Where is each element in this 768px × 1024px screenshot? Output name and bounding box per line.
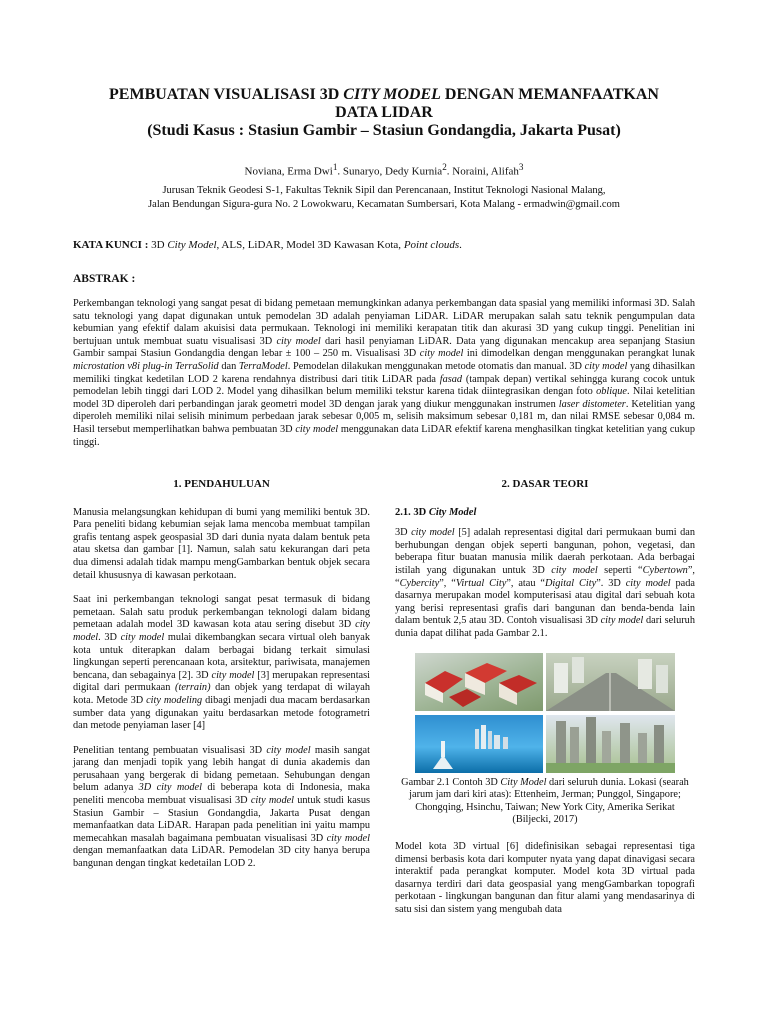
para-italic: city modeling [146, 694, 203, 706]
figure-image-chongqing [546, 715, 675, 773]
keywords-label: KATA KUNCI : [73, 239, 149, 251]
abstract-italic: city model [295, 423, 339, 435]
para-italic: city model [600, 615, 644, 627]
abstract-italic: city model [276, 335, 321, 347]
title-line1-italic: CITY MODEL [343, 86, 441, 103]
para-text: pada dasarnya merupakan model komputerisasi atau digital dari sebuah kota yang berisi representasi grafis dari bangunan dan benda-benda lain dalam bentuk 2,5 atau 3D. Contoh visualisasi 3D [395, 577, 695, 627]
affiliation-line2: Jalan Bendungan Sigura-gura No. 2 Lowokwaru, Kecamatan Sumbersari, Kota Malang - ermadwin@gmail.com [148, 199, 620, 210]
abstract-text: dan [218, 360, 239, 372]
subsection-number: 2.1. 3D [395, 506, 429, 518]
abstract-italic: fasad [439, 373, 463, 385]
para-text: dibagi menjadi dua macam berdasarkan sumber data yang digunakan yaitu berdasarkan metode fotogrametri dan metode penyiaman laser [4] [73, 694, 370, 732]
abstract-italic: city model [584, 360, 628, 372]
abstract-italic: laser distometer [558, 398, 626, 410]
keywords [73, 238, 695, 252]
column-right [395, 478, 695, 928]
figure-image-ettenheim [415, 653, 543, 711]
para-text: [3] merupakan representasi digital dari permukaan [73, 669, 370, 694]
section-heading-pendahuluan: 1. PENDAHULUAN [173, 478, 270, 490]
keywords-italic: Point clouds [403, 239, 460, 251]
para-text: dari seluruh dunia dapat dilihat pada Gambar 2.1. [395, 615, 695, 639]
para-text: dengan memanfaatkan data LiDAR. Pemodelan 3D city hanya berupa bangunan dengan tingkat kedetailan LOD 2. [73, 845, 370, 870]
author-1-sup: 1 [332, 162, 338, 172]
para-italic: city model [250, 795, 295, 807]
figure-caption [395, 777, 695, 827]
abstract-heading: ABSTRAK : [73, 273, 136, 285]
para-text: masih sangat jarang dan menjadi topik yang lebih hangat di dunia akademis dan perusahaan yang bergerak di bidang pemetaan. Sehubungan dengan belum adanya [73, 744, 370, 794]
abstract-italic: city model [419, 348, 464, 360]
title-line1-post: DENGAN MEMANFAATKAN [440, 86, 659, 103]
figure-image-punggol [546, 653, 675, 711]
keywords-text: 3D [148, 239, 168, 251]
para-text: [5] adalah representasi digital dari permukaan bumi dan berhubungan dengan objek seperti bangunan, pohon, vegetasi, dan beberapa fitur buatan manusia milik daerah perkotaan. Ada berbagai istilah yang digunakan untuk 3D [395, 527, 695, 576]
abstract-text: (tampak depan) vertikal sehingga kurang cocok untuk pemodelan lebih tinggi dari LOD 2. Model yang dihasilkan belum memiliki tekstur karena tidak diintegrasikan dengan foto [73, 373, 695, 398]
abstract-text: Perkembangan teknologi yang sangat pesat di bidang pemetaan memungkinkan adanya perkembangan data spasial yang memiliki informasi 3D. Salah satu teknologi yang dapat digunakan untuk pemodelan 3D adalah penyiaman LiDAR. LiDAR merupakan salah satu teknik pengumpulan data kebumian yang efektif dalam akuisisi data permukaan. Teknologi ini memiliki kerapatan titik dan akurasi 3D yang cukup tinggi. Penelitian ini bertujuan untuk membuat suatu visualisasi 3D [73, 298, 695, 347]
abstract-text: dari hasil penyiaman LiDAR. Data yang digunakan mencakup area sepanjang Stasiun Gambir sampai Stasiun Gondangdia dengan lebar ± 100 – 250 m. Visualisasi 3D [73, 335, 695, 360]
paragraph: Manusia melangsungkan kehidupan di bumi yang memiliki bentuk 3D. Para peneliti bidang kebumian sejak lama mencoba membuat tampilan grafis tentang aspek geospasial 3D dari dunia nyata dalam bentuk peta atau sketsa dan gambar [1]. Namun, salah satu kekurangan dari peta dua dimensi adalah tidak mampu mengGambarkan bentuk objek secara detail khususnya di kawasan perkotaan. [73, 506, 370, 581]
keywords-italic: City Model [167, 239, 217, 251]
para-italic: Virtual City [455, 577, 507, 589]
para-text: ”, atau “ [506, 577, 545, 589]
para-text: Saat ini perkembangan teknologi sangat pesat termasuk di bidang pemetaan. Salah satu produk perkembangan teknologi dalam bidang pemetaan adalah model 3D kawasan kota atau sering disebut 3D [73, 594, 370, 631]
author-2-sup: 2 [442, 162, 447, 172]
affiliation [60, 184, 708, 212]
para-text: seperti “ [597, 564, 643, 576]
para-italic: Digital City [544, 577, 597, 589]
abstract-text: . Pemodelan dilakukan menggunakan metode otomatis dan manual. 3D [287, 360, 585, 372]
abstract-text: yang dihasilkan memiliki tingkat kedetilan LOD 2 karena rendahnya distribusi dari titik LiDAR pada [73, 360, 695, 385]
para-italic: Cybercity [399, 577, 440, 589]
paragraph [73, 594, 370, 733]
author-1: Noviana, Erma Dwi [244, 165, 333, 178]
para-text: Penelitian tentang pembuatan visualisasi 3D [73, 744, 267, 756]
para-italic: (terrain) [175, 682, 211, 694]
para-text: ”. 3D [596, 577, 626, 589]
affiliation-line1: Jurusan Teknik Geodesi S-1, Fakultas Teknik Sipil dan Perencanaan, Institut Teknologi Nasional Malang, [162, 185, 606, 196]
para-text: dan objek yang terdapat di wilayah kota. Metode 3D [73, 682, 370, 706]
keywords-text: . [459, 239, 462, 251]
para-italic: city model [211, 669, 255, 681]
caption-text: Gambar 2.1 Contoh 3D [401, 776, 501, 788]
para-text: ”, “ [395, 564, 695, 589]
caption-text: dari seluruh dunia. Lokasi (searah jarum jam dari kiri atas): Ettenheim, Jerman; Punggol, Singapore; Chongqing, Hsinchu, Taiwan; New York City, Amerika Serikat (Biljecki, 2017) [409, 776, 689, 826]
author-2: . Sunaryo, Dedy Kurnia [337, 165, 443, 178]
figure-image-new-york [415, 715, 543, 773]
abstract-italic: TerraModel [238, 360, 288, 372]
paragraph [73, 745, 370, 871]
abstract-text: ini dimodelkan dengan menggunakan perangkat lunak [463, 348, 695, 360]
para-italic: city model [625, 577, 671, 589]
abstract-italic: oblique [596, 386, 627, 398]
title-line1-pre: PEMBUATAN VISUALISASI 3D [109, 86, 344, 103]
figure-city-models [415, 653, 675, 773]
para-italic: city model [73, 619, 370, 643]
para-text: 3D [395, 527, 412, 539]
title-line2: DATA LIDAR [335, 104, 433, 121]
paragraph [395, 527, 695, 640]
para-italic: city model [120, 631, 165, 643]
author-3: . Noraini, Alifah [446, 165, 519, 178]
subsection-heading [395, 507, 695, 520]
para-text: . 3D [98, 631, 121, 643]
abstract-body [73, 298, 695, 449]
title-line3: (Studi Kasus : Stasiun Gambir – Stasiun Gondangdia, Jakarta Pusat) [147, 122, 621, 139]
paper-title [60, 86, 708, 140]
keywords-text: , ALS, LiDAR, Model 3D Kawasan Kota, [216, 239, 404, 251]
para-text: untuk studi kasus Stasiun Gambir – Stasiun Gondangdia, Jakarta Pusat dengan memanfaatkan data LiDAR. Harapan pada penelitian ini yaitu mampu memecahkan masalah bagaimana pembuatan visualisasi 3D [73, 795, 370, 844]
para-text: ”, “ [439, 577, 456, 589]
abstract-italic: microstation v8i plug-in TerraSolid [73, 360, 219, 372]
abstract-text: . Ketelitian yang diperoleh memiliki nilai selisih minimum perbedaan jarak sebesar 0,005 m, selisih maksimum sebesar 0,181 m, dan nilai RMSE sebesar 0,084 m. Hasil tersebut memperlihatkan bahwa pembuatan 3D [73, 398, 695, 435]
author-list [60, 160, 708, 179]
abstract-text: menggunakan data LiDAR efektif karena menghasilkan tingkat ketelitian yang cukup tinggi. [73, 423, 695, 448]
author-3-sup: 3 [518, 162, 524, 172]
para-italic: Cybertown [642, 564, 688, 576]
para-italic: city model [326, 832, 370, 844]
para-italic: city model [411, 527, 455, 539]
para-italic: city model [266, 744, 311, 756]
abstract-text: . Nilai ketelitian model 3D diperoleh dari perbandingan jarak geometri model 3D dengan jarak yang diukur menggunakan instrumen [73, 386, 695, 410]
column-left [73, 478, 370, 883]
paragraph: Model kota 3D virtual [6] didefinisikan sebagai representasi tiga dimensi berbasis kota dari komputer nyata yang dapat dinavigasi secara interaktif pada perangkat komputer. Model kota 3D virtual pada dasarnya terdiri dari data geospasial yang mengGambarkan topografi perkotaan - lingkungan bangunan dan fitur alami yang mendasarinya di satu sisi dan sistem yang mengubah data [395, 840, 695, 915]
para-italic: city model [551, 564, 598, 576]
para-text: di beberapa kota di Indonesia, maka peneliti mencoba membuat visualisasi 3D [73, 782, 370, 807]
section-heading-dasar-teori: 2. DASAR TEORI [501, 478, 589, 490]
para-text: mulai dikembangkan secara virtual oleh banyak kota untuk diterapkan dalam berbagai bidang terkait simulasi lingkungan seperti perencanaan kota, arsitektur, pariwisata, manajemen bencana, dan sebagainya [2]. 3D [73, 631, 370, 681]
subsection-title-italic: City Model [428, 506, 477, 518]
para-italic: 3D city model [138, 782, 202, 794]
caption-italic: City Model [500, 776, 547, 788]
